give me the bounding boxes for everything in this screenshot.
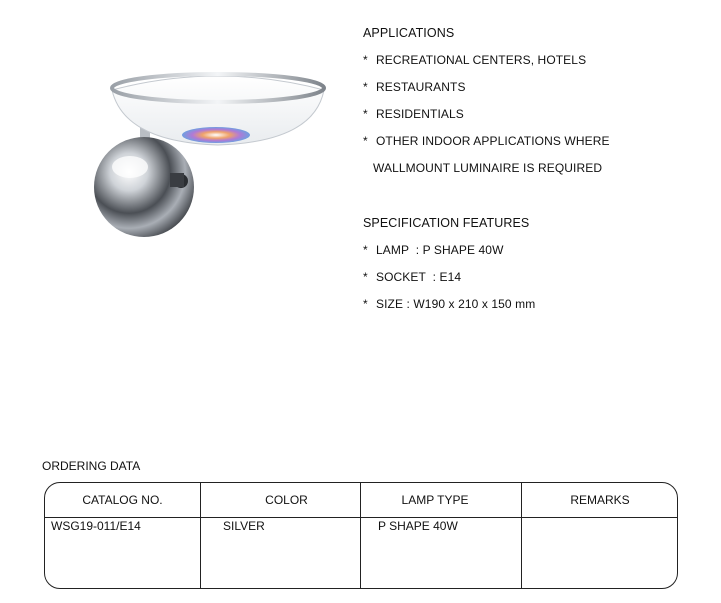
column-divider	[200, 483, 201, 588]
ordering-data-title: ORDERING DATA	[42, 459, 141, 473]
header-catalog-no: CATALOG NO.	[82, 493, 163, 507]
application-item: * RESTAURANTS	[363, 80, 466, 94]
cell-color: SILVER	[223, 519, 265, 533]
header-remarks: REMARKS	[570, 493, 630, 507]
specification-item: * LAMP : P SHAPE 40W	[363, 243, 504, 257]
specification-item: * SOCKET : E14	[363, 270, 462, 284]
ordering-table	[44, 482, 678, 589]
header-color: COLOR	[265, 493, 308, 507]
product-photo	[78, 42, 328, 257]
cell-lamp-type: P SHAPE 40W	[378, 519, 458, 533]
application-item: * OTHER INDOOR APPLICATIONS WHERE	[363, 134, 610, 148]
application-item: * RECREATIONAL CENTERS, HOTELS	[363, 53, 587, 67]
specification-item: * SIZE : W190 x 210 x 150 mm	[363, 297, 536, 311]
applications-title: APPLICATIONS	[363, 26, 455, 40]
specification-title: SPECIFICATION FEATURES	[363, 216, 530, 230]
application-item: * RESIDENTIALS	[363, 107, 464, 121]
cell-catalog-no: WSG19-011/E14	[51, 519, 141, 533]
application-item-continuation: WALLMOUNT LUMINAIRE IS REQUIRED	[373, 161, 603, 175]
header-lamp-type: LAMP TYPE	[401, 493, 469, 507]
